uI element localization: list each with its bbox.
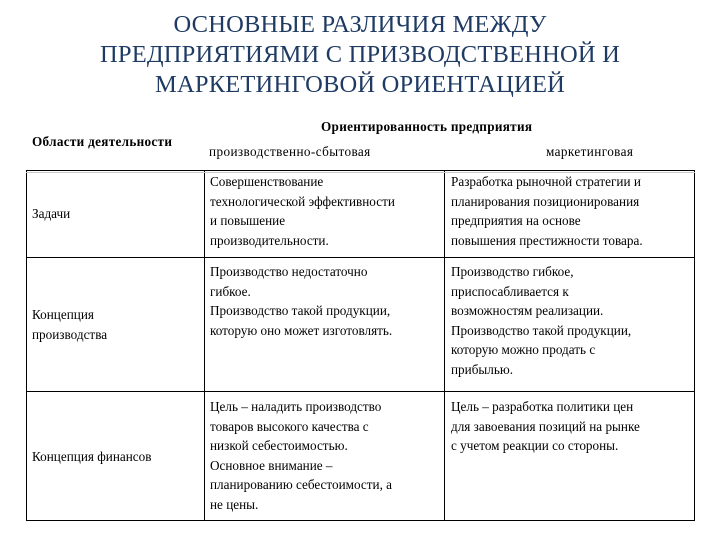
cell-line: товаров высокого качества с	[210, 418, 369, 434]
cell-line: не цены.	[210, 496, 259, 512]
row-1-area	[32, 204, 70, 224]
cell-line: технологической эффективности	[210, 193, 395, 209]
cell-line: приспосабливается к	[451, 283, 569, 299]
header-marketing: маркетинговая	[546, 144, 634, 159]
row-3-area-line: Концепция финансов	[32, 449, 152, 464]
cell-line: которую можно продать с	[451, 342, 596, 358]
row-2-area-line: производства	[32, 326, 108, 342]
cell-line: Цель – разработка политики цен	[451, 399, 634, 414]
row-2-production	[210, 262, 392, 340]
cell-line: планированию себестоимости, а	[210, 477, 393, 493]
cell-line: Производство гибкое,	[451, 264, 574, 279]
row-2-marketing	[451, 262, 631, 380]
page-title	[30, 10, 690, 100]
table-border-left	[26, 170, 27, 520]
cell-line: прибылью.	[451, 361, 514, 377]
row-1-area-line: Задачи	[32, 206, 71, 221]
header-orientation: Ориентированность предприятия	[321, 119, 533, 134]
header-areas: Области деятельности	[32, 134, 173, 149]
row-3-marketing	[451, 397, 640, 456]
row-divider-2	[26, 391, 695, 392]
cell-line: Производство недостаточно	[210, 264, 368, 279]
row-3-area	[32, 447, 151, 467]
row-2-area	[32, 305, 107, 344]
cell-line: для завоевания позиций на рынке	[451, 418, 640, 434]
cell-line: повышения престижности товара.	[451, 232, 643, 248]
cell-line: Производство такой продукции,	[210, 303, 391, 319]
row-divider-1	[26, 257, 695, 258]
title-line-2: ПРЕДПРИЯТИЯМИ С ПРИЗВОДСТВЕННОЙ И	[99, 41, 621, 68]
column-divider-1	[204, 170, 205, 520]
cell-line: которую оно может изготовлять.	[210, 322, 393, 338]
cell-line: Цель – наладить производство	[210, 399, 382, 414]
table-border-right	[694, 170, 695, 520]
row-1-production	[210, 172, 395, 250]
cell-line: низкой себестоимостью.	[210, 438, 348, 454]
cell-line: Основное внимание –	[210, 457, 333, 473]
cell-line: Производство такой продукции,	[451, 322, 632, 338]
table-border-bottom	[26, 520, 695, 521]
cell-line: и повышение	[210, 213, 286, 229]
cell-line: предприятия на основе	[451, 213, 581, 229]
row-2-area-line: Концепция	[32, 307, 94, 322]
row-1-marketing	[451, 172, 643, 250]
cell-line: планирования позиционирования	[451, 193, 640, 209]
cell-line: производительности.	[210, 232, 329, 248]
title-line-3: МАРКЕТИНГОВОЙ ОРИЕНТАЦИЕЙ	[154, 71, 565, 98]
cell-line: Разработка рыночной стратегии и	[451, 174, 641, 189]
cell-line: с учетом реакции со стороны.	[451, 438, 619, 454]
header-production: производственно-сбытовая	[209, 144, 371, 159]
column-divider-2	[444, 170, 445, 520]
cell-line: возможностям реализации.	[451, 303, 604, 319]
header-bottom-line	[26, 170, 695, 171]
row-3-production	[210, 397, 392, 515]
cell-line: Совершенствование	[210, 174, 324, 189]
title-line-1: ОСНОВНЫЕ РАЗЛИЧИЯ МЕЖДУ	[173, 11, 547, 38]
cell-line: гибкое.	[210, 283, 251, 299]
